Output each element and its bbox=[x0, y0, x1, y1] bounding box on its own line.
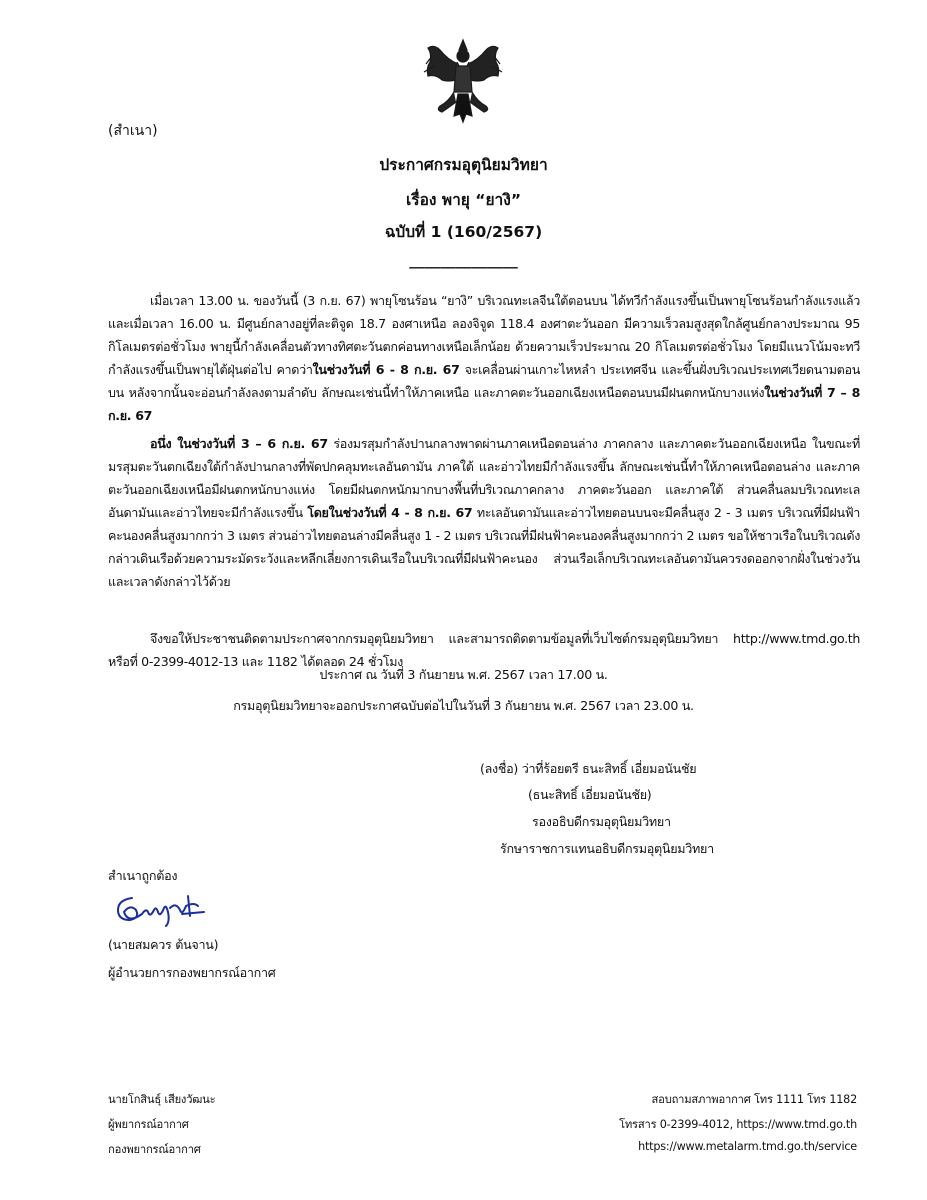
certifier-name: (นายสมควร ต้นจาน) bbox=[108, 937, 219, 952]
footer-forecaster-role: ผู้พยากรณ์อากาศ bbox=[108, 1118, 189, 1131]
footer-service-link[interactable]: https://www.metalarm.tmd.go.th/service bbox=[638, 1140, 857, 1153]
signatory-position: รองอธิบดีกรมอุตุนิยมวิทยา bbox=[532, 814, 671, 829]
paragraph-monsoon-warning: อนึ่ง ในช่วงวันที่ 3 – 6 ก.ย. 67 ร่องมรสุมกำลังปานกลางพาดผ่านภาคเหนือตอนล่าง ภาคกลาง และภาคตะวันออกเฉียงเหนือ ในขณะที่มรสุมตะวันตกเฉียงใต้กำลังปานกลางที่พัดปกคลุมทะเลอันดามัน ภาคใต้ และอ่าวไทยมีกำลังแรงขึ้น ลักษณะเช่นนี้ทำให้ภาคเหนือตอนล่าง และภาคตะวันออกเฉียงเหนือมีฝนตกหนักบางแห่ง โดยมีฝนตกหนักมากบางพื้นที่บริเวณภาคกลาง ภาคตะวันออก และภาคใต้ ส่วนคลื่นลมบริเวณทะเลอันดามันและอ่าวไทยจะมีกำลังแรงขึ้น โดยในช่วงวันที่ 4 - 8 ก.ย. 67 ทะเลอันดามันและอ่าวไทยตอนบนจะมีคลื่นสูง 2 - 3 เมตร บริเวณที่มีฝนฟ้าคะนองคลื่นสูงมากกว่า 3 เมตร ส่วนอ่าวไทยตอนล่างมีคลื่นสูง 1 - 2 เมตร บริเวณที่มีฝนฟ้าคะนองคลื่นสูงมากกว่า 2 เมตร ขอให้ชาวเรือในบริเวณดังกล่าวเดินเรือด้วยความระมัดระวังและหลีกเลี่ยงการเดินเรือในบริเวณที่มีฝนฟ้าคะนอง ส่วนเรือเล็กบริเวณทะเลอันดามันควรงดออกจากฝั่งในช่วงวันและเวลาดังกล่าวไว้ด้วย bbox=[108, 436, 861, 589]
paragraph-follow-updates: จึงขอให้ประชาชนติดตามประกาศจากกรมอุตุนิยมวิทยา และสามารถติดตามข้อมูลที่เว็บไซต์กรมอุตุนิยมวิทยา http://www.tmd.go.th หรือที่ 0-2399-4012-13 และ 1182 ได้ตลอด 24 ชั่วโมง bbox=[108, 631, 860, 669]
copy-label: (สำเนา) bbox=[108, 123, 158, 139]
paragraph-storm-status: เมื่อเวลา 13.00 น. ของวันนี้ (3 ก.ย. 67) พายุโซนร้อน “ยางิ” บริเวณทะเลจีนใต้ตอนบน ได้ทวีกำลังแรงขึ้นเป็นพายุโซนร้อนกำลังแรงแล้ว และเมื่อเวลา 16.00 น. มีศูนย์กลางอยู่ที่ละติจูด 18.7 องศาเหนือ ลองจิจูด 118.4 องศาตะวันออก มีความเร็วลมสูงสุดใกล้ศูนย์กลางประมาณ 95 กิโลเมตรต่อชั่วโมง พายุนี้กำลังเคลื่อนตัวทางทิศตะวันตกค่อนทางเหนือเล็กน้อย ด้วยความเร็วประมาณ 20 กิโลเมตรต่อชั่วโมง โดยมีแนวโน้มจะทวีกำลังแรงขึ้นเป็นพายุไต้ฝุ่นต่อไป คาดว่าในช่วงวันที่ 6 - 8 ก.ย. 67 จะเคลื่อนผ่านเกาะไหหลำ ประเทศจีน และขึ้นฝั่งบริเวณประเทศเวียดนามตอนบน หลังจากนั้นจะอ่อนกำลังลงตามลำดับ ลักษณะเช่นนี้ทำให้ภาคเหนือ และภาคตะวันออกเฉียงเหนือตอนบนมีฝนตกหนักบางแห่งในช่วงวันที่ 7 – 8 ก.ย. 67 bbox=[108, 293, 860, 423]
signatory-acting-title: รักษาราชการแทนอธิบดีกรมอุตุนิยมวิทยา bbox=[500, 841, 714, 856]
next-issue-note: กรมอุตุนิยมวิทยาจะออกประกาศฉบับต่อไปในวันที่ 3 กันยายน พ.ศ. 2567 เวลา 23.00 น. bbox=[233, 698, 694, 713]
certifier-position: ผู้อำนวยการกองพยากรณ์อากาศ bbox=[108, 965, 276, 980]
garuda-emblem-icon bbox=[418, 36, 508, 124]
document-title: ประกาศกรมอุตุนิยมวิทยา bbox=[379, 156, 548, 174]
footer-hotline: สอบถามสภาพอากาศ โทร 1111 โทร 1182 bbox=[651, 1093, 857, 1106]
signatory-name: (ธนะสิทธิ์ เอี่ยมอนันชัย) bbox=[528, 787, 652, 802]
footer-forecaster-name: นายโกสินธุ์ เสียงวัฒนะ bbox=[108, 1093, 216, 1106]
emphasis-landfall-dates: ในช่วงวันที่ 6 - 8 ก.ย. 67 bbox=[312, 362, 460, 377]
emphasis-wave-dates: โดยในช่วงวันที่ 4 - 8 ก.ย. 67 bbox=[307, 505, 473, 520]
emphasis-rain-dates: ในช่วงวันที่ 7 – 8 ก.ย. 67 bbox=[108, 385, 860, 423]
footer-forecaster-division: กองพยากรณ์อากาศ bbox=[108, 1143, 201, 1156]
signed-line: (ลงชื่อ) ว่าที่ร้อยตรี ธนะสิทธิ์ เอี่ยมอนันชัย bbox=[480, 761, 697, 776]
emphasis-monsoon-dates: อนึ่ง ในช่วงวันที่ 3 – 6 ก.ย. 67 bbox=[150, 436, 328, 451]
handwritten-signature bbox=[112, 890, 208, 928]
title-separator: ______________ bbox=[409, 251, 518, 269]
document-subject: เรื่อง พายุ “ยางิ” bbox=[405, 191, 522, 209]
certified-copy-label: สำเนาถูกต้อง bbox=[108, 868, 178, 883]
announced-date: ประกาศ ณ วันที่ 3 กันยายน พ.ศ. 2567 เวลา 17.00 น. bbox=[319, 667, 608, 682]
footer-fax-website: โทรสาร 0-2399-4012, https://www.tmd.go.th bbox=[619, 1118, 857, 1131]
document-issue-number: ฉบับที่ 1 (160/2567) bbox=[384, 223, 543, 241]
